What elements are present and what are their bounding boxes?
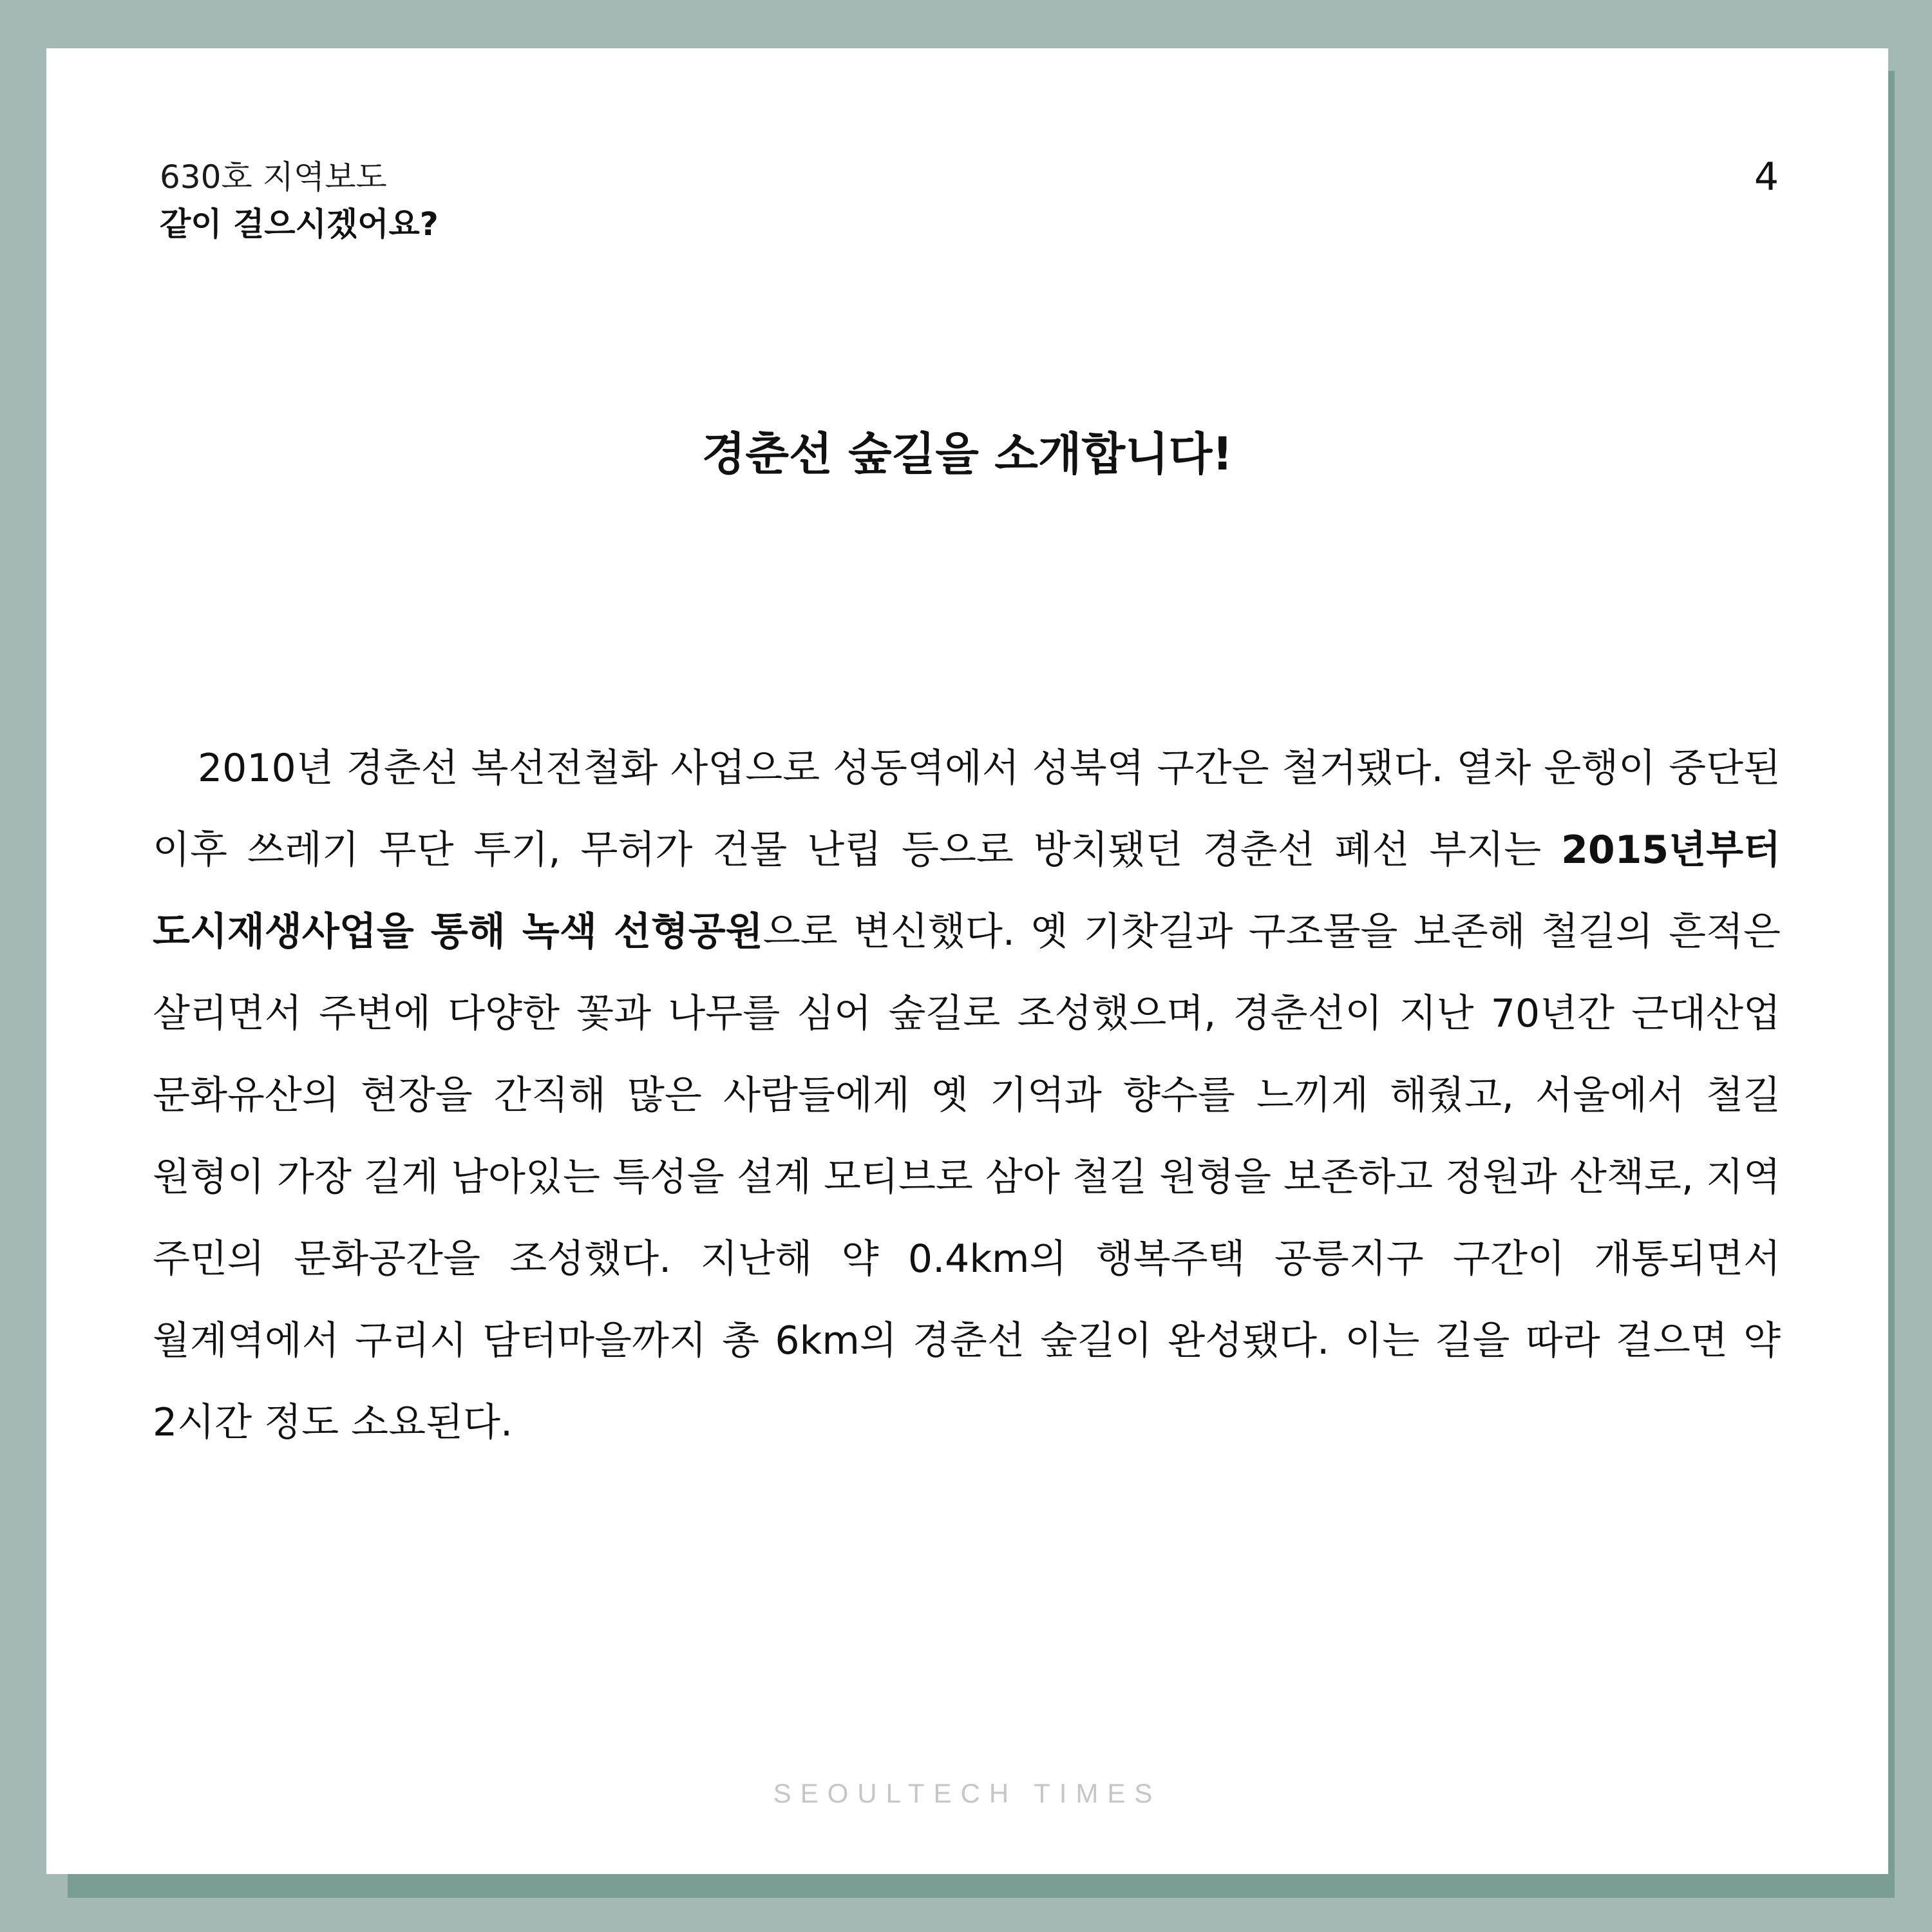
issue-label: 630호 지역보도 [160,158,387,196]
section-subtitle: 같이 걸으시겠어요? [160,205,439,243]
page-card [46,48,1888,1874]
article-body [153,728,1781,1464]
body-text-rest: 으로 변신했다. 옛 기찻길과 구조물을 보존해 철길의 흔적은 살리면서 주변에 다양한 꽃과 나무를 심어 숲길로 조성했으며, 경춘선이 지난 70년간 근대산업 문화유산의 현장을 간직해 많은 사람들에게 옛 기억과 향수를 느끼게 해줬고, 서울에서 철길 원형이 가장 길게 남아있는 특성을 설계 모티브로 삼아 철길 원형을 보존하고 정원과 산책로, 지역 주민의 문화공간을 조성했다. 지난해 약 0.4km의 행복주택 공릉지구 구간이 개통되면서 월계역에서 구리시 담터마을까지 총 6km의 경춘선 숲길이 완성됐다. 이는 길을 따라 걸으면 약 2시간 정도 소요된다. [153,909,1781,1445]
body-text-intro: 2010년 경춘선 복선전철화 사업으로 성동역에서 성북역 구간은 철거됐다. 열차 운행이 중단된 이후 쓰레기 무단 투기, 무허가 건물 난립 등으로 방치됐던 경춘선 폐선 부지는 [153,746,1781,873]
page-number: 4 [1754,155,1779,200]
article-headline: 경춘선 숲길을 소개합니다! [701,428,1233,480]
body-text-highlight: 2015년부터 도시재생사업을 통해 녹색 선형공원 [153,828,1781,954]
footer-brand: SEOULTECH TIMES [773,1778,1162,1808]
